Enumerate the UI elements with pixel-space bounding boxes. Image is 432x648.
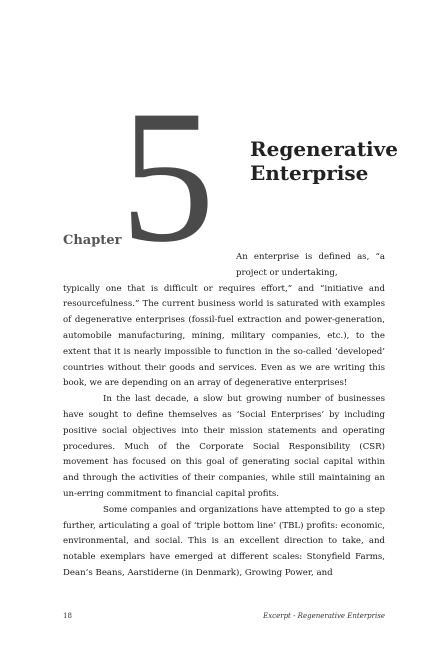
paragraph-3: Some companies and organizations have attempted to go a step further, articulating a goal of ‘triple bottom line’ (TBL) profits: economic, environmental, and social. This is an excellent direction to take, and notable exemplars have emerged at different scales: Stonyfield Farms, Dean’s Beans, Aarstiderne (in Denmark), Growing Power, and [63, 504, 385, 578]
chapter-title [250, 137, 398, 185]
body-text [63, 250, 385, 582]
chapter-number: 5 [120, 72, 215, 282]
chapter-title-line-1: Regenerative [250, 137, 398, 161]
paragraph-1-rest: typically one that is difficult or requires effort,” and “initiative and resourcefulness.” The current business world is saturated with examples of degenerative enterprises (fossil-fuel extraction and power-generation, automobile manufacturing, mining, military companies, etc.), to the extent that it is nearly impossible to function in the so-called ‘developed’ countries without their goods and services. Even as we are writing this book, we are depending on an array of degenerative enterprises! [63, 283, 385, 389]
paragraph-1 [63, 250, 385, 392]
paragraph-1-lead: An enterprise is defined as, “a project or undertaking, [236, 252, 385, 278]
page-number: 18 [63, 612, 72, 620]
running-title: Excerpt - Regenerative Enterprise [263, 612, 385, 620]
paragraph-2: In the last decade, a slow but growing number of businesses have sought to define themselves as ‘Social Enterprises’ by including positive social objectives into their mission statements and operating procedures. Much of the Corporate Social Responsibility (CSR) movement has focused on this goal of generating social capital within and through the activities of their companies, while still maintaining an un-erring commitment to financial capital profits. [63, 394, 385, 499]
chapter-title-line-2: Enterprise [250, 161, 369, 185]
chapter-label: Chapter [63, 233, 122, 248]
